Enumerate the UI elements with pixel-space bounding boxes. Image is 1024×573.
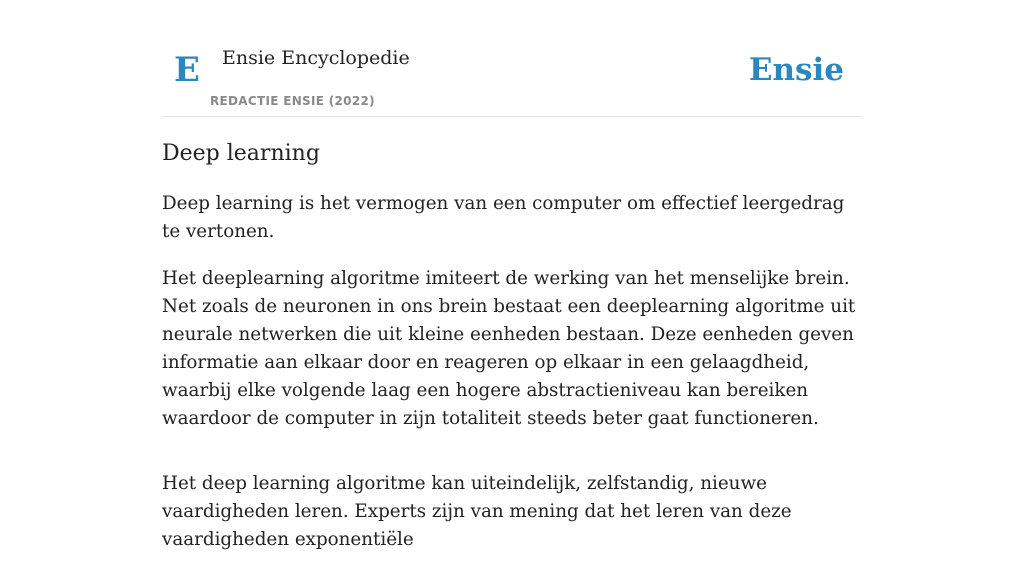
article bbox=[162, 138, 862, 573]
brand-logo[interactable]: Ensie bbox=[748, 52, 844, 88]
source-meta: REDACTIE ENSIE (2022) bbox=[210, 94, 375, 108]
article-paragraph: Het deep learning algoritme kan uiteindelijk, zelfstandig, nieuwe vaardigheden leren. Experts zijn van mening dat het leren van deze vaardigheden exponentiële bbox=[162, 473, 792, 550]
article-paragraph: Het deeplearning algoritme imiteert de werking van het menselijke brein. Net zoals de neuronen in ons brein bestaat een deeplearning algoritme uit neurale netwerken die uit kleine eenheden bestaan. Deze eenheden geven informatie aan elkaar door en reageren op elkaar in een gelaagdheid, waarbij elke volgende laag een hogere abstractieniveau kan bereiken waardoor de computer in zijn totaliteit steeds beter gaat functioneren. bbox=[162, 268, 856, 429]
article-paragraph: Deep learning is het vermogen van een computer om effectief leergedrag te vertonen. bbox=[162, 193, 845, 242]
source-header bbox=[162, 0, 862, 117]
source-title[interactable]: Ensie Encyclopedie bbox=[222, 47, 410, 69]
ensie-logo-icon: E bbox=[174, 50, 200, 90]
article-title: Deep learning bbox=[162, 141, 320, 166]
